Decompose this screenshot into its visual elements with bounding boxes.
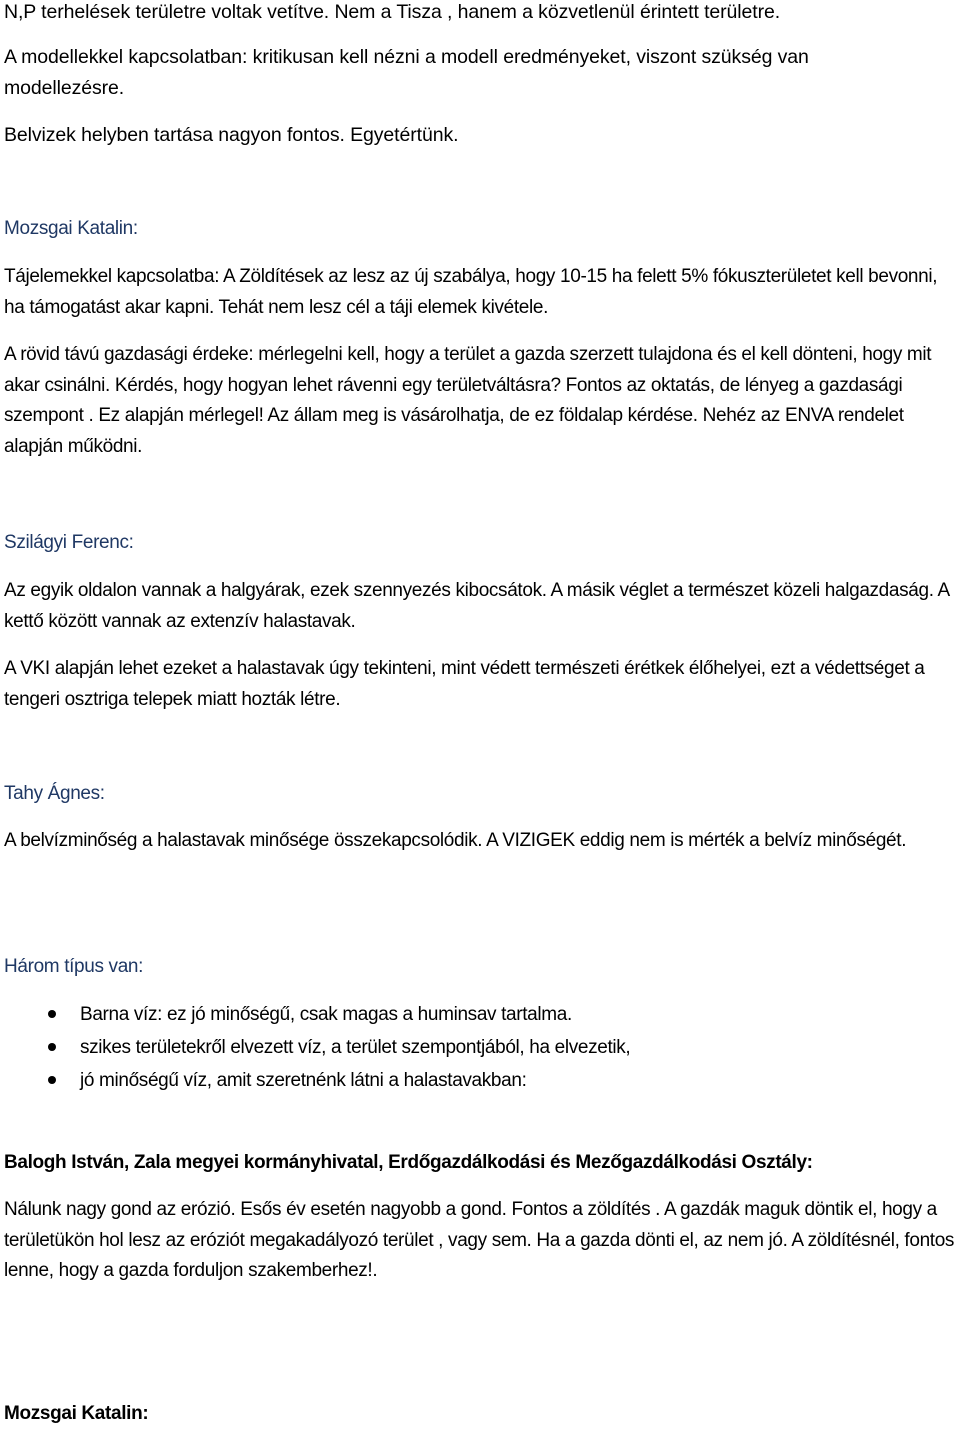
paragraph-fish-farms: Az egyik oldalon vannak a halgyárak, ezek szennyezés kibocsátok. A másik véglet a természet közeli halgazdaság. A kettő között vannak az extenzív halastavak.: [4, 580, 949, 632]
speaker-heading-mozsgai: Mozsgai Katalin:: [4, 218, 138, 239]
paragraph-three-types: Három típus van:: [4, 956, 144, 977]
paragraph-models: A modellekkel kapcsolatban: kritikusan kell nézni a modell eredményeket, viszont szükség van modellezésre.: [4, 46, 809, 99]
paragraph-vki: A VKI alapján lehet ezeket a halastavak úgy tekinteni, mint védett természeti érétkek élőhelyei, ezt a védettséget a tengeri osztriga telepek miatt hozták létre.: [4, 658, 925, 710]
paragraph-np-loads: N,P terhelések területre voltak vetítve. Nem a Tisza , hanem a közvetlenül érintett területre.: [4, 1, 781, 23]
list-item: [4, 1031, 958, 1064]
list-item-text: Barna víz: ez jó minőségű, csak magas a huminsav tartalma.: [80, 1004, 572, 1025]
paragraph-water-quality: A belvízminőség a halastavak minősége összekapcsolódik. A VIZIGEK eddig nem is mérték a belvíz minőségét.: [4, 830, 907, 851]
speaker-heading-tahy: Tahy Ágnes:: [4, 783, 105, 804]
bullet-icon: [48, 1076, 56, 1084]
water-types-list: [4, 998, 958, 1097]
list-item: [4, 1064, 958, 1097]
paragraph-landscape-elements: Tájelemekkel kapcsolatba: A Zöldítések az lesz az új szabálya, hogy 10-15 ha felett 5% fókuszterületet kell bevonni, ha támogatást akar kapni. Tehát nem lesz cél a táji elemek kivétele.: [4, 266, 938, 318]
paragraph-erosion: Nálunk nagy gond az erózió. Esős év esetén nagyobb a gond. Fontos a zöldítés . A gazdák maguk döntik el, hogy a területükön hol lesz az eróziót megakadályozó terület , vagy sem. Ha a gazda dönti el, az nem jó. A zöldítésnél, fontos lenne, hogy a gazda forduljon szakemberhez!.: [4, 1199, 955, 1281]
bullet-icon: [48, 1010, 56, 1018]
list-item: [4, 998, 958, 1031]
list-item-text: szikes területekről elvezett víz, a terület szempontjából, ha elvezetik,: [80, 1037, 631, 1058]
speaker-heading-szilagyi: Szilágyi Ferenc:: [4, 532, 134, 553]
paragraph-inland-water: Belvizek helyben tartása nagyon fontos. Egyetértünk.: [4, 124, 459, 146]
speaker-heading-mozsgai-2: Mozsgai Katalin:: [4, 1403, 149, 1424]
speaker-heading-balogh: Balogh István, Zala megyei kormányhivatal, Erdőgazdálkodási és Mezőgazdálkodási Osztály:: [4, 1152, 813, 1173]
paragraph-economic-interest: A rövid távú gazdasági érdeke: mérlegelni kell, hogy a terület a gazda szerzett tulajdona és el kell dönteni, hogy mit akar csinálni. Kérdés, hogy hogyan lehet rávenni egy területváltásra? Fontos az oktatás, de lényeg a gazdasági szempont . Ez alapján mérlegel! Az állam meg is vásárolhatja, de ez földalap kérdése. Nehéz az ENVA rendelet alapján működni.: [4, 344, 932, 457]
list-item-text: jó minőségű víz, amit szeretnénk látni a halastavakban:: [80, 1070, 527, 1091]
bullet-icon: [48, 1043, 56, 1051]
